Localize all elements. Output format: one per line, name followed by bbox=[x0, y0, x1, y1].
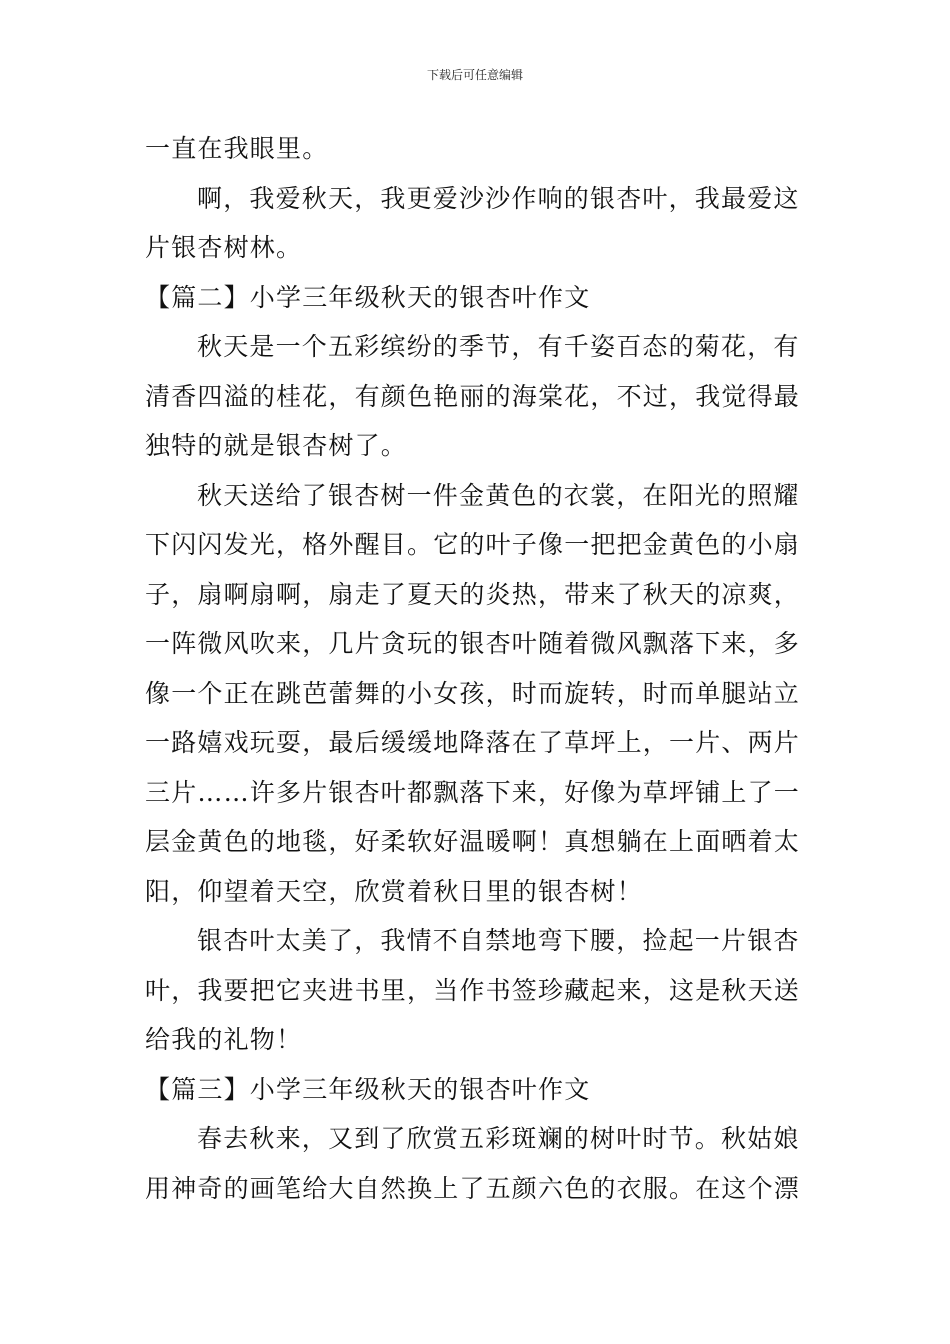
text-line: 片银杏树林。 bbox=[145, 233, 303, 262]
text-line: 银杏叶太美了，我情不自禁地弯下腰，捡起一片银杏 bbox=[197, 926, 800, 955]
text-line: 叶，我要把它夹进书里，当作书签珍藏起来，这是秋天送 bbox=[145, 975, 801, 1005]
text-line: 用神奇的画笔给大自然换上了五颜六色的衣服。在这个漂 bbox=[145, 1173, 801, 1203]
page-header: 下载后可任意编辑 bbox=[426, 68, 523, 82]
text-line: 春去秋来，又到了欣赏五彩斑斓的树叶时节。秋姑娘 bbox=[197, 1124, 800, 1153]
text-line: 阳，仰望着天空，欣赏着秋日里的银杏树！ bbox=[145, 876, 643, 906]
section-heading: 【篇三】小学三年级秋天的银杏叶作文 bbox=[145, 1074, 591, 1104]
text-line: 三片……许多片银杏叶都飘落下来，好像为草坪铺上了一 bbox=[145, 777, 801, 807]
text-line: 秋天送给了银杏树一件金黄色的衣裳，在阳光的照耀 bbox=[197, 480, 800, 510]
text-line: 啊，我爱秋天，我更爱沙沙作响的银杏叶，我最爱这 bbox=[197, 183, 800, 213]
text-line: 层金黄色的地毯，好柔软好温暖啊！真想躺在上面晒着太 bbox=[145, 827, 801, 856]
text-line: 子，扇啊扇啊，扇走了夏天的炎热，带来了秋天的凉爽， bbox=[145, 579, 801, 609]
text-line: 给我的礼物！ bbox=[145, 1025, 303, 1054]
text-line: 独特的就是银杏树了。 bbox=[145, 431, 408, 460]
text-line: 秋天是一个五彩缤纷的季节，有千姿百态的菊花，有 bbox=[197, 332, 800, 361]
text-line: 下闪闪发光，格外醒目。它的叶子像一把把金黄色的小扇 bbox=[145, 530, 801, 559]
text-line: 清香四溢的桂花，有颜色艳丽的海棠花，不过，我觉得最 bbox=[145, 381, 801, 411]
document-body bbox=[145, 124, 807, 1213]
text-line: 像一个正在跳芭蕾舞的小女孩，时而旋转，时而单腿站立 bbox=[145, 678, 801, 708]
section-heading: 【篇二】小学三年级秋天的银杏叶作文 bbox=[145, 282, 591, 312]
text-line: 一阵微风吹来，几片贪玩的银杏叶随着微风飘落下来，多 bbox=[145, 629, 801, 658]
text-line: 一路嬉戏玩耍，最后缓缓地降落在了草坪上，一片、两片 bbox=[145, 728, 801, 757]
text-line: 一直在我眼里。 bbox=[145, 134, 329, 163]
